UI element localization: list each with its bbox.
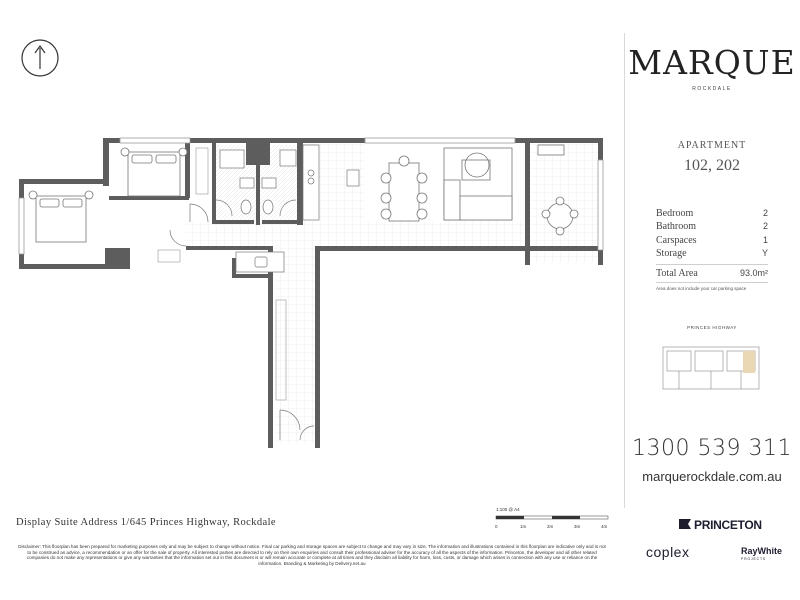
spec-divider [656,264,768,265]
scale-tick: 1m [520,524,527,529]
scale-tick: 3m [574,524,581,529]
coplex-logo: coplex [646,544,690,560]
keyplan-street-label: PRINCES HIGHWAY [687,325,737,330]
scale-tick: 0 [495,524,498,529]
spec-bedroom: Bedroom 2 [656,208,768,219]
scale-bar [496,516,608,519]
marque-logo: MARQUE [628,43,796,82]
spec-divider [656,282,768,283]
north-arrow-icon [22,40,58,76]
spec-carspaces: Carspaces 1 [656,235,768,246]
apartment-label: APARTMENT [677,140,747,151]
scale-label: 1:100 @ A4 [496,507,520,512]
logo-subtitle: ROCKDALE [692,86,732,92]
raywhite-logo: RayWhite [741,546,783,556]
apartment-number: 102, 202 [684,157,740,174]
princeton-flag-icon [678,518,692,530]
area-note: Area does not include your car parking space [656,286,747,291]
disclaimer: Disclaimer: This floorplan has been prepared for marketing purposes only and may be subject to change without notice. Final car parking and storage spaces are subject to change and may vary in size. The information and illustrations contained in this floorplan are indicative only and is not to be construed as advice, a recommendation or an offer for the sale of property. All interested parties are directed to rely on their own enquiries and consult their professional adviser for the accuracy of all the aspects of the information. Princeton, the developer and all other related companies do not make any representations or give any warranties that the information set out in this document is or will remain accurate or complete at all times and they disclaim all liability for harm, loss, costs, or damage which arises in connection with any use or reliance on the information. Branding & Marketing by Delivery.net.au [18,544,606,566]
website-link[interactable]: marquerockdale.com.au [642,469,782,484]
spec-bathroom: Bathroom 2 [656,221,768,232]
spec-storage: Storage Y [656,248,768,259]
keyplan [655,343,767,393]
dining-table-icon [381,156,427,221]
spec-total-area: Total Area 93.0m² [656,268,768,279]
display-suite-address: Display Suite Address 1/645 Princes Highway, Rockdale [16,517,276,528]
bed-icon [29,191,93,242]
phone-number[interactable]: 1300 539 311 [632,436,792,461]
bed-icon [121,148,187,196]
princeton-logo: PRINCETON [694,518,762,532]
sofa-icon [444,148,512,220]
raywhite-projects-label: PROJECTS [741,557,767,561]
scale-tick: 2m [547,524,554,529]
keyplan-highlight [743,351,755,373]
scale-tick: 4m [601,524,608,529]
